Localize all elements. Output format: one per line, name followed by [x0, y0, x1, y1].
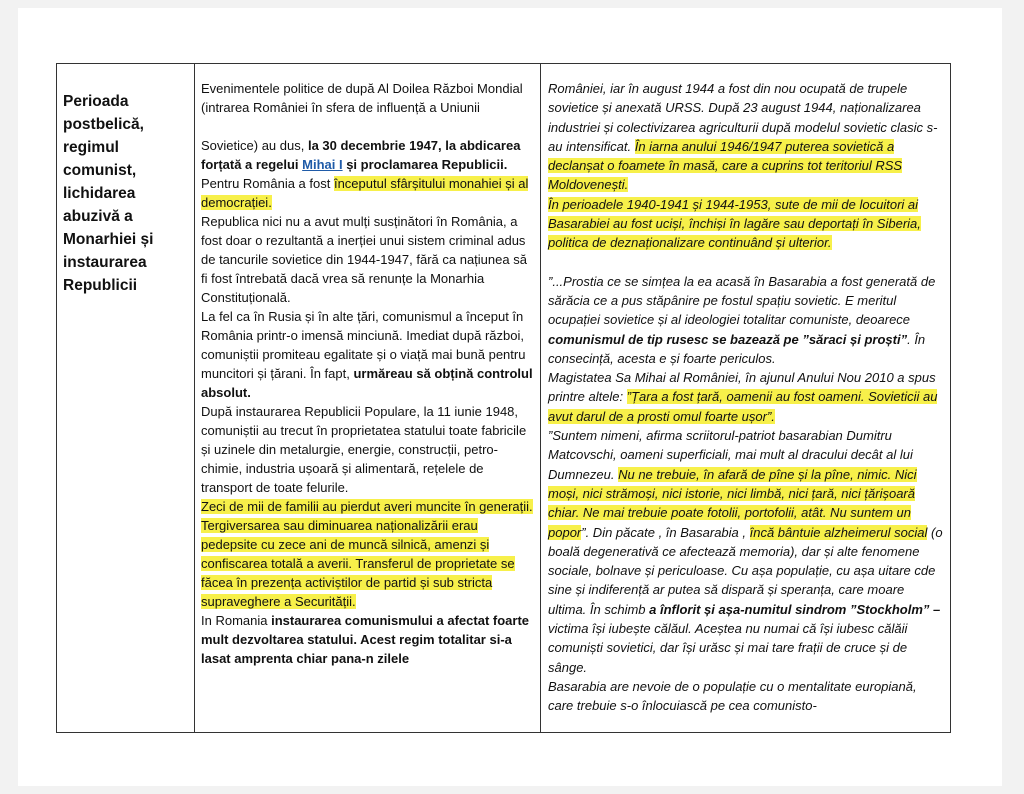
table-row	[57, 64, 951, 733]
intro-text: Evenimentele politice de după Al Doilea Război Mondial (intrarea României în sfera de influență a Uniunii	[201, 81, 523, 115]
highlighted-text: ”Țara a fost țară, oamenii au fost oameni. Sovieticii au avut darul de a prosti omul foarte ușor”.	[548, 389, 938, 424]
paragraph-nationalization: După instaurarea Republicii Populare, la 11 iunie 1948, comuniștii au trecut în proprietatea statului toate fabricile și uzinele din metalurgie, energie, construcții, petro-chimie, industria ușoară și alimentară, rețelele de transport de toate felurile.	[201, 404, 527, 495]
paragraph-intro	[201, 79, 534, 117]
text: României, iar în august 1944 a fost din nou ocupată de trupele sovietice și anexată URSS. După 23 august 1944, naționalizarea industriei și colectivizarea agriculturii după modelul sovietic clasic s-au intensificat.	[548, 81, 938, 154]
text: (o boală degenerativă ce afectează memoria), dar și alte fenomene sociale, bolnave și periculoase. Cu așa populație, cu așa uitare cde sine și indiferență ar putea să dispară și speranța, care moare ultima. În schimb	[548, 524, 943, 617]
text: ”. Din păcate , în Basarabia ,	[581, 524, 750, 540]
text: In Romania	[201, 613, 272, 628]
paragraph-king-quote	[548, 368, 943, 426]
document-page	[18, 8, 1002, 786]
text: victima își iubește călăul. Aceștea nu numai că își iubesc călăii comuniști sovietici, dar își urăsc și mai tare frații de cruce și de sânge.	[548, 621, 908, 675]
highlighted-text: începutul sfârșitului monahiei și al democrației.	[201, 176, 529, 210]
text: Magistatea Sa Mihai al României, în ajunul Anului Nou 2010 a spus printre altele:	[548, 370, 936, 405]
paragraph-deportations	[548, 195, 943, 253]
bold-text: la 30 decembrie 1947, la abdicarea forțată a regelui	[201, 138, 521, 172]
content-table	[56, 63, 951, 733]
paragraph-abdication	[201, 136, 534, 174]
text: . În consecință, acesta e și foarte periculos.	[548, 331, 926, 366]
highlighted-text: Zeci de mii de familii au pierdut averi muncite în generații. Tergiversarea sau diminuarea naționalizării erau pedepsite cu zece ani de muncă silnică, amenzi și confiscarea totală a averii. Transferul de proprietate se făcea în prezența activiștilor de partid și sub stricta supraveghere a Securității.	[201, 499, 533, 609]
bold-text: comunismul de tip rusesc se bazează pe ”săraci și proști”	[548, 331, 908, 347]
paragraph-occupation	[548, 79, 943, 195]
text: ”...Prostia ce se simțea la ea acasă în Basarabia a fost generată de sărăcia ce a pus stăpânire pe fostul spațiu sovietic. E meritul ocupației sovietice și al ideologiei totalitar comuniste, deoarece	[548, 273, 936, 328]
paragraph-monarchy	[201, 174, 534, 212]
topic-heading: Perioada postbelică, regimul comunist, lichidarea abuzivă a Monarhiei și instaurarea Republicii	[63, 93, 154, 294]
text: Sovietice) au dus,	[201, 138, 308, 153]
bessarabia-cell	[541, 64, 951, 733]
bold-text: instaurarea comunismului a afectat foarte mult dezvoltarea statului. Acest regim totalitar si-a lasat amprenta chiar pana-n zilele	[201, 613, 530, 666]
paragraph-matcovschi	[548, 426, 943, 677]
topic-cell	[57, 64, 195, 733]
highlighted-text: În iarna anului 1946/1947 puterea sovietică a declanșat o foamete în masă, care a cuprins tot teritoriul RSS Moldovenești.	[548, 138, 903, 193]
bold-text: a înflorit și așa-numitul sindrom ”Stockholm” –	[649, 601, 941, 617]
spacer	[548, 253, 943, 272]
text: La fel ca în Rusia și în alte țări, comunismul a început în România printr-o imensă minciună. Imediat după război, comuniștii promiteau egalitate și o viață mai bună pentru muncitori și țărani. În fapt,	[201, 309, 526, 381]
paragraph-romania	[201, 611, 534, 668]
highlighted-text: încă bântuie alzheimerul social	[749, 524, 928, 540]
highlighted-text: Nu ne trebuie, în afară de pîne și la pîne, nimic. Nici moși, nici strămoși, nici istorie, nici limbă, nici țară, nici țărișoară chiar. Ne mai trebuie poate fotolii, portofolii, atât. Nu suntem un popor	[548, 466, 917, 540]
bold-text: și proclamarea Republicii.	[342, 157, 508, 172]
bold-text: urmăreau să obțină controlul absolut.	[201, 366, 533, 400]
spacer	[201, 117, 534, 136]
text: ”Suntem nimeni, afirma scriitorul-patriot basarabian Dumitru Matcovschi, oameni superficiali, mai mult al dracului decât al lui Dumnezeu.	[548, 428, 913, 482]
highlighted-text: În perioadele 1940-1941 și 1944-1953, sute de mii de locuitori ai Basarabiei au fost uciși, închiși în lagăre sau deportați în Siberia, politica de deznaționalizare continuând și ulterior.	[548, 196, 921, 251]
text: Pentru România a fost	[201, 176, 334, 191]
paragraph-mentality: Basarabia are nevoie de o populație cu o mentalitate europiană, care trebuie s-o înlocuiască pe cea comunisto-	[548, 678, 917, 714]
mihai-link[interactable]: Mihai I	[302, 157, 343, 172]
paragraph-communism	[201, 307, 534, 402]
paragraph-republic: Republica nici nu a avut mulți susținători în România, a fost doar o rezultantă a inerției unui sistem criminal adus de tancurile sovietice din 1944-1947, fără ca națiunea să fi fost întrebată dacă vrea să renunțe la Monarhia Constituțională.	[201, 214, 527, 305]
paragraph-quote-poverty	[548, 272, 943, 368]
events-cell	[195, 64, 541, 733]
paragraph-families	[201, 497, 534, 611]
